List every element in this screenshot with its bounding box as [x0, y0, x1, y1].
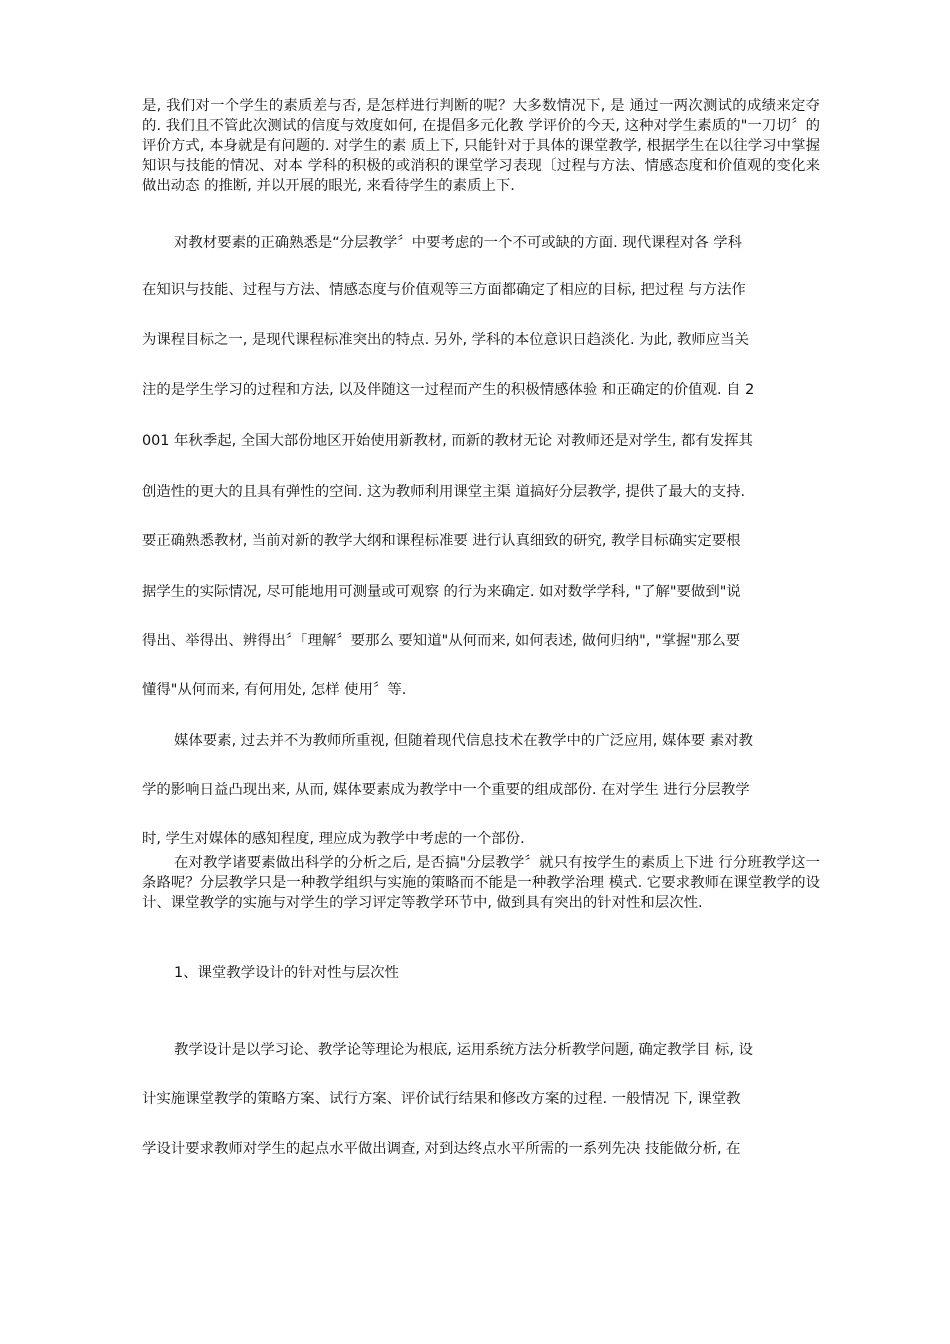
paragraph-textbook-line-1: 对教材要素的正确熟悉是“分层教学〞中要考虑的一个不可或缺的方面. 现代课程对各 学科	[174, 235, 743, 251]
paragraph-student-quality: 是, 我们对一个学生的素质差与否, 是怎样进行判断的呢？大多数情况下, 是 通过一两次测试的成绩来定夺的. 我们且不管此次测试的信度与效度如何, 在提倡多元化教 学评价的今天, 这种对学生素质的"一刀切〞的评价方式, 本身就是有问题的. 对学生的素 质上下, 只能针对于具体的课堂教学, 根据学生在以往学习中掌握知识与技能的情况、对本 学科的积极的或消积的课堂学习表现〔过程与方法、情感态度和价值观的变化来做出动态 的推断, 并以开展的眼光, 来看待学生的素质上下.	[142, 98, 820, 194]
paragraph-media-line-1: 媒体要素, 过去并不为教师所重视, 但随着现代信息技术在教学中的广泛应用, 媒体要 素对教	[174, 733, 753, 749]
paragraph-textbook-line-9: 得出、举得出、辨得出〞「理解〞要那么 要知道"从何而来, 如何表述, 做何归纳", "掌握"那么要	[142, 633, 741, 649]
paragraph-textbook-line-4: 注的是学生学习的过程和方法, 以及伴随这一过程而产生的积极情感体验 和正确定的价值观. 自 2	[142, 382, 755, 398]
paragraph-textbook-line-7: 要正确熟悉教材, 当前对新的教学大纲和课程标准要 进行认真细致的研究, 教学目标确实定要根	[142, 533, 741, 549]
paragraph-layered-teaching: 在对教学诸要素做出科学的分析之后, 是否搞"分层教学〞就只有按学生的素质上下进 行分班教学这一条路呢？分层教学只是一种教学组织与实施的策略而不能是一种教学治理 模式. 它要求教师在课堂教学的设计、课堂教学的实施与对学生的学习评定等教学环节中, 做到具有突出的针对性和层次性.	[142, 855, 820, 911]
paragraph-design-line-1: 教学设计是以学习论、教学论等理论为根底, 运用系统方法分析教学问题, 确定教学目 标, 设	[174, 1042, 753, 1058]
paragraph-design-line-3: 学设计要求教师对学生的起点水平做出调查, 对到达终点水平所需的一系列先决 技能做分析, 在	[142, 1141, 741, 1157]
paragraph-textbook-line-10: 懂得"从何而来, 有何用处, 怎样 使用〞等.	[142, 682, 407, 698]
paragraph-textbook-line-3: 为课程目标之一, 是现代课程标准突出的特点. 另外, 学科的本位意识日趋淡化. 为此, 教师应当关	[142, 332, 749, 348]
paragraph-design-line-2: 计实施课堂教学的策略方案、试行方案、评价试行结果和修改方案的过程. 一般情况 下, 课堂教	[142, 1091, 741, 1107]
paragraph-textbook-line-6: 创造性的更大的且具有弹性的空间. 这为教师利用课堂主渠 道搞好分层教学, 提供了最大的支持.	[142, 484, 746, 500]
paragraph-textbook-line-5: 001 年秋季起, 全国大部份地区开始使用新教材, 而新的教材无论 对教师还是对学生, 都有发挥其	[142, 433, 753, 449]
paragraph-media-line-2: 学的影响日益凸现出来, 从而, 媒体要素成为教学中一个重要的组成部份. 在对学生 进行分层教学	[142, 782, 750, 798]
section-heading: 1、课堂教学设计的针对性与层次性	[174, 965, 400, 981]
paragraph-textbook-line-8: 据学生的实际情况, 尽可能地用可测量或可观察 的行为来确定. 如对数学学科, "了解"要做到"说	[142, 584, 741, 600]
paragraph-media-line-3: 时, 学生对媒体的感知程度, 理应成为教学中考虑的一个部份.	[142, 831, 525, 847]
paragraph-textbook-line-2: 在知识与技能、过程与方法、情感态度与价值观等三方面都确定了相应的目标, 把过程 与方法作	[142, 282, 746, 298]
